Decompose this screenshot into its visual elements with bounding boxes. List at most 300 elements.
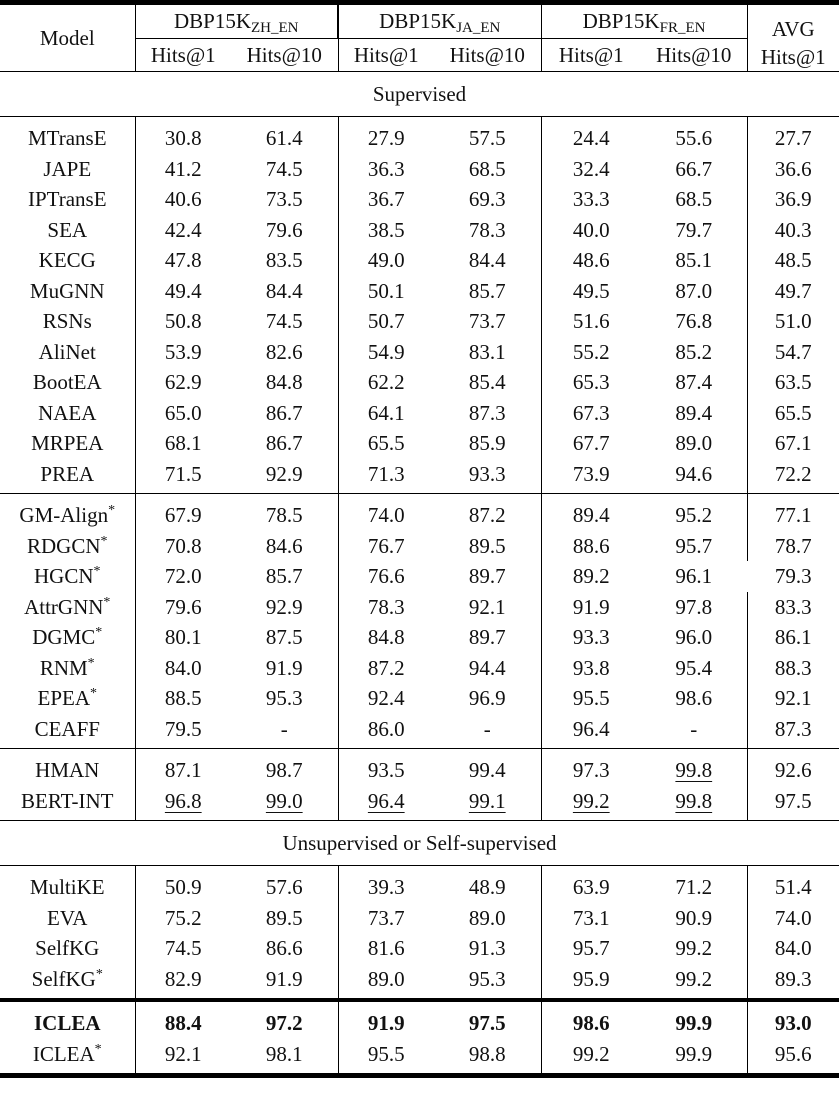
value-text: 85.1 — [675, 248, 713, 272]
value-text: 39.3 — [367, 875, 405, 899]
value-cell — [434, 903, 541, 934]
value-text: - — [483, 716, 491, 741]
value-cell — [541, 903, 641, 934]
value-text: 91.9 — [265, 966, 303, 991]
value-text: 89.4 — [572, 503, 610, 527]
value-cell — [541, 337, 641, 368]
table-row — [0, 561, 839, 592]
value-cell — [231, 592, 338, 623]
model-name: EPEA — [37, 686, 90, 710]
value-cell — [231, 1000, 338, 1039]
value-text: 97.5 — [468, 1011, 506, 1035]
value-cell — [541, 1000, 641, 1039]
value-cell — [641, 184, 747, 215]
value-text: 71.5 — [164, 461, 202, 486]
value-text: 99.2 — [675, 966, 713, 991]
value-cell — [135, 1000, 231, 1039]
asterisk-marker: * — [103, 594, 111, 610]
value-cell — [338, 749, 434, 786]
value-cell — [641, 245, 747, 276]
metric-header: Hits@10 — [449, 42, 525, 67]
value-cell — [338, 117, 434, 154]
value-text: 86.6 — [265, 936, 303, 960]
dataset-name: DBP15K — [379, 9, 457, 34]
table-row — [0, 683, 839, 714]
value-cell — [231, 531, 338, 562]
value-cell — [338, 494, 434, 531]
value-text: 62.2 — [367, 370, 405, 394]
table-row — [0, 1039, 839, 1076]
value-cell — [541, 398, 641, 429]
value-text: 49.5 — [572, 278, 610, 303]
value-cell — [641, 592, 747, 623]
value-text: 30.8 — [164, 126, 202, 150]
value-cell — [541, 428, 641, 459]
value-cell — [747, 683, 839, 714]
value-cell — [541, 367, 641, 398]
model-name-cell — [0, 749, 135, 786]
value-text: 89.4 — [675, 400, 713, 425]
value-text: - — [690, 716, 698, 741]
model-name-cell — [0, 933, 135, 964]
value-cell — [641, 714, 747, 749]
model-name-cell — [0, 398, 135, 429]
value-text: 49.7 — [774, 278, 812, 303]
asterisk-marker: * — [95, 966, 103, 982]
value-cell — [338, 653, 434, 684]
value-text: 51.6 — [572, 309, 610, 333]
value-text: 68.5 — [468, 156, 506, 181]
value-text: 79.3 — [774, 564, 812, 588]
value-text: 74.5 — [265, 156, 303, 181]
value-text: 88.5 — [164, 686, 202, 710]
value-text: 86.7 — [265, 431, 303, 455]
value-text: 73.7 — [468, 309, 506, 333]
value-cell — [541, 653, 641, 684]
value-text: 76.8 — [675, 309, 713, 333]
value-cell — [135, 1039, 231, 1076]
value-text: 84.0 — [164, 655, 202, 680]
dataset-subscript: FR_EN — [659, 20, 706, 37]
value-text: 84.4 — [265, 278, 303, 303]
value-text: 83.1 — [468, 339, 506, 364]
value-cell — [434, 786, 541, 821]
value-text: 66.7 — [675, 156, 713, 181]
value-text: 49.4 — [164, 278, 202, 303]
value-text: 99.4 — [468, 758, 506, 782]
value-cell — [135, 561, 231, 592]
dataset-name: DBP15K — [173, 9, 252, 34]
value-text: 27.7 — [774, 126, 812, 150]
dataset-subscript: ZH_EN — [251, 20, 299, 37]
value-text: 38.5 — [367, 217, 405, 242]
value-cell — [434, 1000, 541, 1039]
value-text: 68.5 — [675, 187, 713, 211]
value-text: 95.5 — [572, 686, 610, 710]
value-cell — [641, 276, 747, 307]
value-cell — [231, 215, 338, 246]
value-cell — [541, 154, 641, 185]
value-cell — [747, 367, 839, 398]
value-text: 74.5 — [164, 936, 202, 960]
value-cell — [541, 459, 641, 494]
value-cell — [231, 866, 338, 903]
value-text: 85.4 — [468, 370, 506, 394]
value-text: 95.7 — [572, 936, 610, 960]
value-text: 67.9 — [164, 503, 202, 527]
value-cell — [135, 459, 231, 494]
value-text: 96.9 — [468, 686, 506, 710]
model-name-cell — [0, 1000, 135, 1039]
value-cell — [135, 653, 231, 684]
value-cell — [338, 1039, 434, 1076]
value-text: - — [280, 716, 288, 741]
value-text: 72.2 — [774, 461, 812, 486]
value-cell — [338, 683, 434, 714]
model-name: NAEA — [38, 400, 97, 425]
table-row — [0, 459, 839, 494]
table-row — [0, 866, 839, 903]
value-text: 55.6 — [675, 126, 713, 150]
model-name-cell — [0, 561, 135, 592]
value-cell — [541, 1039, 641, 1076]
value-text: 73.9 — [572, 461, 610, 486]
value-text: 27.9 — [367, 126, 405, 150]
value-cell — [747, 714, 839, 749]
value-cell — [135, 749, 231, 786]
value-text: 36.6 — [774, 156, 812, 181]
value-text: 77.1 — [774, 503, 812, 527]
value-text: 93.0 — [774, 1011, 812, 1035]
avg-column-header — [747, 3, 839, 72]
section-title: Unsupervised or Self-supervised — [282, 831, 557, 855]
dataset-subscript: JA_EN — [456, 20, 501, 37]
model-name-cell — [0, 367, 135, 398]
value-text: 92.1 — [774, 686, 812, 710]
value-cell — [231, 398, 338, 429]
value-cell — [231, 154, 338, 185]
value-text: 93.3 — [468, 461, 506, 486]
value-cell — [541, 622, 641, 653]
model-name: RNM — [39, 655, 88, 680]
value-cell — [641, 215, 747, 246]
value-cell — [231, 276, 338, 307]
value-text: 36.7 — [367, 187, 405, 211]
value-text: 61.4 — [265, 126, 303, 150]
value-cell — [641, 1000, 747, 1039]
model-name: EVA — [47, 905, 88, 930]
value-cell — [338, 367, 434, 398]
value-cell — [135, 245, 231, 276]
value-cell — [338, 459, 434, 494]
value-text: 49.0 — [367, 248, 405, 272]
model-name: MTransE — [27, 126, 107, 150]
value-text: 93.3 — [572, 625, 610, 649]
value-cell — [641, 749, 747, 786]
value-text: 84.6 — [265, 533, 303, 558]
value-cell — [641, 622, 747, 653]
value-text: 78.7 — [774, 533, 812, 558]
model-name: DGMC — [32, 625, 96, 649]
model-name-cell — [0, 154, 135, 185]
value-text: 84.0 — [774, 936, 812, 960]
value-cell — [747, 494, 839, 531]
header-row-datasets — [0, 3, 839, 39]
value-cell — [338, 154, 434, 185]
value-text: 92.9 — [265, 594, 303, 619]
value-cell — [231, 749, 338, 786]
value-cell — [747, 398, 839, 429]
value-cell — [135, 786, 231, 821]
model-name: BootEA — [32, 370, 102, 394]
value-cell — [434, 245, 541, 276]
value-cell — [641, 903, 747, 934]
value-text: 65.5 — [774, 400, 812, 425]
avg-header-label: AVG — [771, 17, 815, 41]
value-cell — [135, 622, 231, 653]
dataset-header-fr-en — [541, 3, 747, 39]
value-cell — [434, 184, 541, 215]
value-text: 71.3 — [367, 461, 405, 486]
value-text: 85.7 — [468, 278, 506, 303]
model-name-cell — [0, 653, 135, 684]
value-cell — [135, 933, 231, 964]
value-cell — [231, 367, 338, 398]
model-name: CEAFF — [34, 716, 100, 741]
table-row — [0, 245, 839, 276]
value-text: 96.8 — [164, 788, 202, 813]
model-name: ICLEA — [32, 1041, 95, 1066]
value-text: 69.3 — [468, 187, 506, 211]
value-text: 79.5 — [164, 716, 202, 741]
value-text: 65.0 — [164, 400, 202, 425]
value-text: 99.1 — [468, 788, 506, 813]
value-text: 85.7 — [265, 564, 303, 588]
value-text: 92.6 — [774, 758, 812, 782]
value-text: 57.5 — [468, 126, 506, 150]
value-text: 71.2 — [675, 875, 713, 899]
asterisk-marker: * — [100, 533, 108, 549]
model-name-cell — [0, 592, 135, 623]
value-text: 73.5 — [265, 187, 303, 211]
value-text: 76.6 — [367, 564, 405, 588]
value-cell — [641, 1039, 747, 1076]
value-cell — [338, 276, 434, 307]
value-text: 33.3 — [572, 187, 610, 211]
model-name: MultiKE — [29, 875, 105, 899]
value-text: 87.2 — [367, 655, 405, 680]
value-text: 72.0 — [164, 564, 202, 588]
model-name-cell — [0, 714, 135, 749]
asterisk-marker: * — [90, 686, 97, 701]
dataset-header-ja-en — [338, 3, 541, 39]
value-text: 89.5 — [265, 905, 303, 930]
value-cell — [747, 531, 839, 562]
value-cell — [641, 117, 747, 154]
value-cell — [338, 215, 434, 246]
model-name-cell — [0, 683, 135, 714]
value-cell — [338, 866, 434, 903]
model-name: RSNs — [42, 309, 92, 333]
table-row — [0, 786, 839, 821]
value-text: 73.1 — [572, 905, 610, 930]
value-text: 36.9 — [774, 187, 812, 211]
value-cell — [747, 749, 839, 786]
value-cell — [231, 786, 338, 821]
value-text: 78.5 — [265, 503, 303, 527]
value-text: 93.8 — [572, 655, 610, 680]
table-row — [0, 367, 839, 398]
value-cell — [541, 683, 641, 714]
metric-header: Hits@1 — [338, 38, 434, 71]
dataset-name: DBP15K — [582, 9, 660, 34]
value-cell — [434, 683, 541, 714]
value-text: 68.1 — [164, 431, 202, 455]
value-text: 85.2 — [675, 339, 713, 364]
value-cell — [641, 306, 747, 337]
model-column-header — [0, 3, 135, 72]
value-text: 50.7 — [367, 309, 405, 333]
value-cell — [135, 903, 231, 934]
value-text: 74.0 — [774, 905, 812, 930]
model-name: PREA — [40, 461, 95, 486]
model-name-cell — [0, 866, 135, 903]
model-name: KECG — [38, 248, 96, 272]
value-cell — [747, 337, 839, 368]
value-text: 92.9 — [265, 461, 303, 486]
value-text: 51.0 — [774, 309, 812, 333]
value-text: 82.9 — [164, 966, 202, 991]
value-cell — [231, 1039, 338, 1076]
value-text: 96.4 — [572, 716, 610, 741]
value-cell — [338, 786, 434, 821]
value-cell — [434, 398, 541, 429]
model-name: JAPE — [43, 156, 92, 181]
model-name: RDGCN — [26, 533, 101, 558]
value-cell — [434, 531, 541, 562]
value-cell — [434, 933, 541, 964]
value-cell — [747, 653, 839, 684]
value-text: 88.6 — [572, 533, 610, 558]
value-text: 89.2 — [572, 564, 610, 588]
value-text: 92.1 — [468, 594, 506, 619]
value-cell — [135, 337, 231, 368]
value-text: 50.8 — [164, 309, 202, 333]
value-text: 74.0 — [367, 503, 405, 527]
value-cell — [541, 276, 641, 307]
value-cell — [541, 306, 641, 337]
model-name: MRPEA — [31, 431, 104, 455]
value-text: 90.9 — [675, 905, 713, 930]
value-cell — [641, 866, 747, 903]
value-text: 87.3 — [774, 716, 812, 741]
table-row — [0, 592, 839, 623]
value-cell — [231, 494, 338, 531]
value-text: 97.3 — [572, 758, 610, 782]
value-cell — [231, 459, 338, 494]
value-cell — [747, 428, 839, 459]
value-cell — [231, 428, 338, 459]
value-text: 99.9 — [675, 1041, 713, 1066]
value-text: 83.3 — [774, 594, 812, 619]
value-text: 32.4 — [572, 156, 610, 181]
value-cell — [231, 306, 338, 337]
value-text: 91.9 — [367, 1011, 405, 1035]
value-cell — [338, 337, 434, 368]
value-cell — [434, 428, 541, 459]
value-text: 67.3 — [572, 400, 610, 425]
value-cell — [338, 964, 434, 1001]
value-text: 78.3 — [367, 594, 405, 619]
model-name-cell — [0, 1039, 135, 1076]
value-text: 95.4 — [675, 655, 713, 680]
value-cell — [747, 117, 839, 154]
table-row — [0, 653, 839, 684]
value-cell — [747, 1039, 839, 1076]
value-cell — [231, 653, 338, 684]
value-cell — [434, 337, 541, 368]
value-cell — [747, 622, 839, 653]
value-cell — [231, 337, 338, 368]
model-name-cell — [0, 459, 135, 494]
value-text: 50.9 — [164, 875, 202, 899]
value-cell — [747, 866, 839, 903]
value-text: 87.1 — [164, 758, 202, 782]
value-cell — [135, 714, 231, 749]
table-row — [0, 306, 839, 337]
asterisk-marker: * — [93, 564, 101, 579]
value-text: 87.4 — [675, 370, 713, 394]
value-text: 54.9 — [367, 339, 405, 364]
value-text: 48.6 — [572, 248, 610, 272]
table-row — [0, 531, 839, 562]
value-cell — [641, 337, 747, 368]
value-cell — [747, 933, 839, 964]
value-text: 89.5 — [468, 533, 506, 558]
value-cell — [135, 276, 231, 307]
value-cell — [135, 592, 231, 623]
value-cell — [641, 398, 747, 429]
value-text: 36.3 — [367, 156, 405, 181]
value-text: 86.7 — [265, 400, 303, 425]
value-cell — [338, 531, 434, 562]
value-cell — [338, 903, 434, 934]
value-text: 88.3 — [774, 655, 812, 680]
value-text: 98.6 — [675, 686, 713, 710]
value-text: 40.3 — [774, 217, 812, 242]
value-cell — [641, 154, 747, 185]
asterisk-marker: * — [94, 1041, 102, 1057]
value-cell — [231, 714, 338, 749]
value-text: 75.2 — [164, 905, 202, 930]
table-row — [0, 933, 839, 964]
value-text: 84.4 — [468, 248, 506, 272]
table-row — [0, 622, 839, 653]
model-name: HGCN — [33, 564, 94, 588]
value-cell — [231, 622, 338, 653]
value-cell — [641, 786, 747, 821]
table-row — [0, 117, 839, 154]
value-cell — [135, 367, 231, 398]
table-row — [0, 276, 839, 307]
value-cell — [338, 245, 434, 276]
value-text: 48.5 — [774, 248, 812, 272]
value-text: 53.9 — [164, 339, 202, 364]
value-text: 99.0 — [265, 788, 303, 813]
value-cell — [135, 398, 231, 429]
value-cell — [541, 245, 641, 276]
value-text: 40.6 — [164, 187, 202, 211]
